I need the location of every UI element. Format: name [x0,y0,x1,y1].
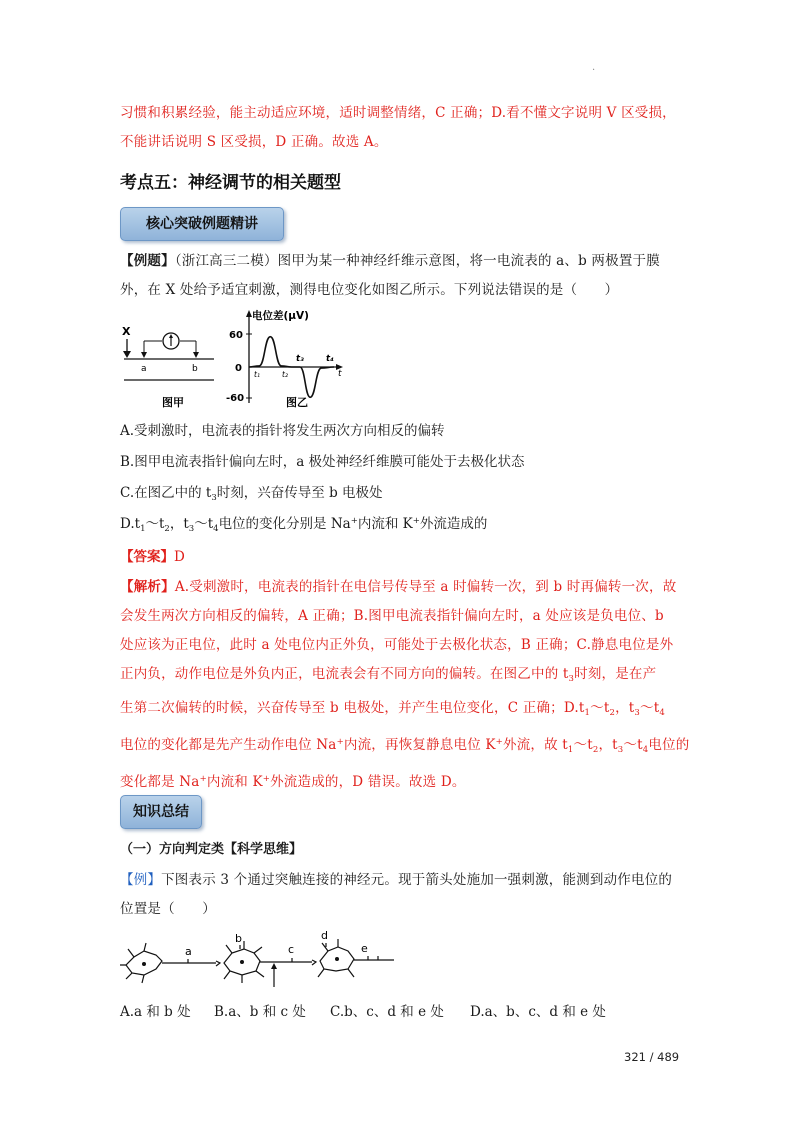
y-axis-label: 电位差(μV) [252,310,309,322]
section-title: 考点五：神经调节的相关题型 [120,173,341,193]
answer-tag: 【答案】 [120,549,174,565]
electrode-a-label: a [141,364,147,374]
figure-jia-caption: 图甲 [162,396,184,409]
example-2-stem [120,866,682,923]
x-label: X [122,325,131,338]
option-2-c: C.b、c、d 和 e 处 [330,1004,444,1020]
previous-line-1: 习惯和积累经验，能主动适应环境，适时调整情绪，C 正确；D.看不懂文字说明 V 区受损， [120,105,676,121]
previous-line-2: 不能讲话说明 S 区受损，D 正确。故选 A。 [120,133,388,150]
x-axis-label: t [338,369,342,379]
point-c-label: c [288,943,295,956]
figure-nerve-fiber [116,305,366,415]
banner-knowledge-summary: 知识总结 [120,795,202,829]
option-1-a: A.受刺激时，电流表的指针将发生两次方向相反的偏转 [120,423,445,439]
point-e-label: e [361,942,368,955]
banner-core-examples: 核心突破例题精讲 [120,207,284,241]
answer-line [120,545,185,565]
analysis-tag: 【解析】 [120,579,175,595]
t3-label: t₃ [296,354,304,364]
page-number: 321 / 489 [624,1050,680,1064]
answer-value: D [174,549,185,565]
point-a-label: a [185,945,192,958]
example-2-line-1: 下图表示 3 个通过突触连接的神经元。现于箭头处施加一强刺激，能测到动作电位的 [161,872,673,888]
option-2-a: A.a 和 b 处 [120,1004,191,1020]
analysis-block: 【解析】A.受刺激时，电流表的指针在电信号传导至 a 时偏转一次，到 b 时再偏转一次，故 会发生两次方向相反的偏转，A 正确；B.图甲电流表指针偏向左时，a 处应该是负电位、b 处应该为正电位，此时 a 处电位内正外负，可能处于去极化状态，B 正确；C.静息电位是外 正内负，动作电位是外负内正，电流表会有不同方向的偏转。在图乙中的 $t_3$时刻，是在产 生第二次偏转的时候，兴奋传导至 b 电极处，并产生电位变化，C 正确；$D.t_1\sim t_2$，$t_3\sim t_4$ 电位的变化都是先产生动作电位 Na+内流，再恢复静息电位 K+外流，故 $t_1\sim t_2$，$t_3\sim t_4$电位的 变化都是 Na+内流和 K+外流造成的，D 错误。故选 D。 [120,579,690,790]
example-2-tag: 【例】 [120,872,162,888]
decorative-dot: . [592,62,596,73]
option-1-d: $D.t_1\sim t_2$，$t_3\sim t_4$电位的变化分别是 Na+内流和 K+外流造成的 [120,516,488,534]
t1-label: t₁ [254,370,260,379]
previous-analysis-tail [120,99,682,156]
option-2-d: D.a、b、c、d 和 e 处 [470,1004,606,1020]
example-1-stem [120,247,682,304]
y-tick-0: 0 [235,363,242,374]
example-tag: 【例题】 [120,253,175,269]
point-d-label: d [321,929,328,942]
example-1-line-1: （浙江高三二模）图甲为某一种神经纤维示意图，将一电流表的 a、b 两极置于膜 [174,253,660,269]
figure-yi [226,309,343,409]
figure-yi-caption: 图乙 [286,396,308,409]
point-b-label: b [235,932,242,945]
electrode-b-label: b [192,364,198,374]
y-tick-60: 60 [229,330,243,341]
figure-neurons [116,925,406,995]
t2-label: t₂ [282,370,288,379]
subsection-title: （一）方向判定类【科学思维】 [120,842,303,857]
figure-jia [122,325,214,409]
option-1-b: B.图甲电流表指针偏向左时，a 极处神经纤维膜可能处于去极化状态 [120,454,525,470]
option-2-b: B.a、b 和 c 处 [214,1004,306,1020]
example-1-line-2: 外，在 X 处给予适宜刺激，测得电位变化如图乙所示。下列说法错误的是（ ） [120,281,619,298]
y-tick-minus-60: -60 [226,393,245,404]
example-2-line-2: 位置是（ ） [120,900,216,917]
t4-label: t₄ [326,354,334,364]
option-1-c: C.在图乙中的 $t_3$时刻，兴奋传导至 b 电极处 [120,485,383,503]
